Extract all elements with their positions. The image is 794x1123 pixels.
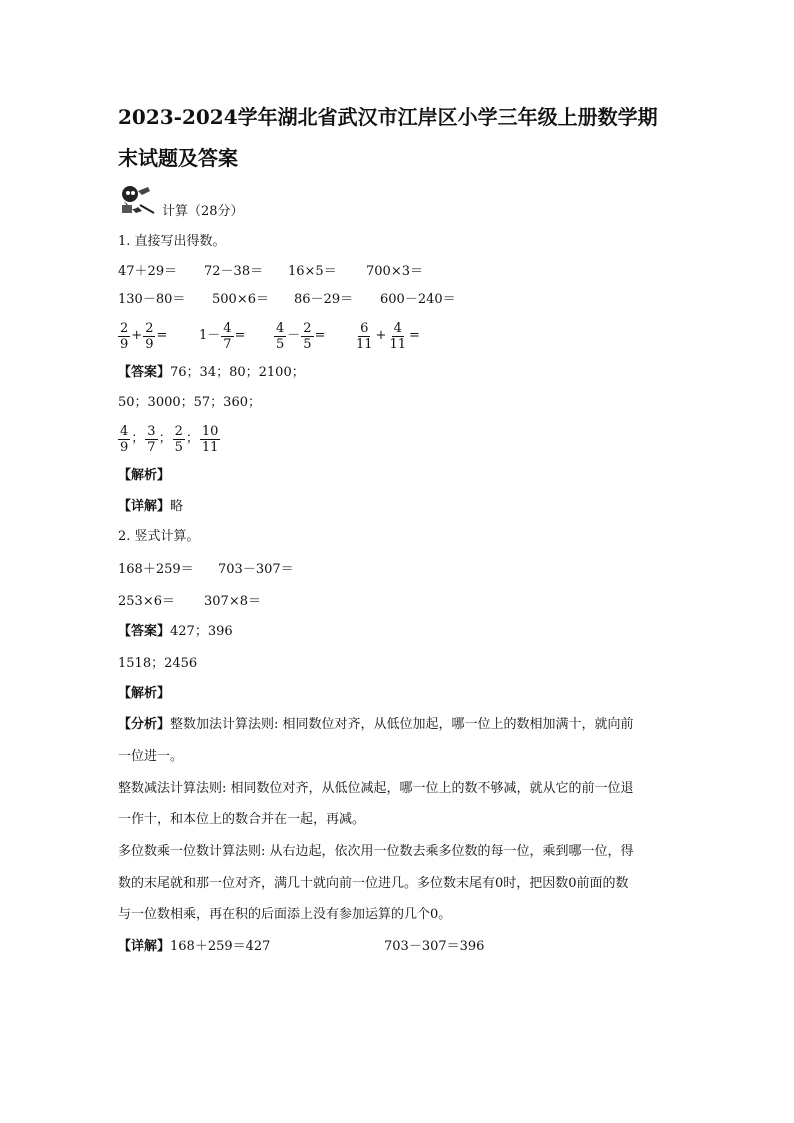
- q2-expr: 307×8＝: [204, 594, 261, 609]
- numerator: 2: [120, 320, 129, 336]
- q1-expr: 700×3＝: [366, 264, 423, 279]
- numerator: 4: [393, 320, 402, 336]
- lead-term: 1－: [199, 328, 221, 343]
- q1-expr: 600－240＝: [380, 292, 456, 307]
- numerator: 2: [174, 423, 183, 439]
- q1-expr: 130－80＝: [118, 292, 186, 307]
- separator: ；: [185, 431, 199, 446]
- q2-answer-line2: 1518；2456: [118, 656, 198, 671]
- denominator: 11: [389, 336, 406, 352]
- q2-analysis-label: 【解析】: [118, 686, 171, 701]
- denominator: 9: [145, 336, 154, 352]
- q1-answer-line2: 50；3000；57；360；: [118, 395, 261, 410]
- q1-expr: 86－29＝: [294, 292, 354, 307]
- equals: =: [314, 328, 326, 343]
- analysis-text: 整数加法计算法则: 相同数位对齐，从低位加起，哪一位上的数相加满十，就向前: [170, 717, 634, 732]
- analysis-head: 【分析】: [118, 717, 171, 732]
- detail-text: 略: [170, 499, 184, 514]
- document-title-line1: 2023-2024学年湖北省武汉市江岸区小学三年级上册数学期: [118, 105, 658, 129]
- numerator: 6: [360, 320, 369, 336]
- numerator: 3: [147, 423, 156, 439]
- fraction-expr-3: [274, 317, 326, 356]
- operator: +: [375, 328, 387, 343]
- numerator: 10: [201, 423, 219, 439]
- numerator: 4: [120, 423, 129, 439]
- q2-analysis-para3b: 数的末尾就和那一位对齐，满几十就向前一位进几。多位数末尾有0时，把因数0前面的数: [118, 876, 629, 891]
- q2-prompt: 2. 竖式计算。: [118, 529, 200, 544]
- numerator: 2: [145, 320, 154, 336]
- numerator: 4: [223, 320, 232, 336]
- detail-label: 【详解】: [118, 499, 171, 514]
- q2-detail: [118, 938, 485, 956]
- answer-label: 【答案】: [118, 365, 171, 380]
- denominator: 11: [356, 336, 373, 352]
- q1-prompt: 1. 直接写出得数。: [118, 234, 226, 249]
- numerator: 2: [303, 320, 312, 336]
- q2-expr: 168＋259＝: [118, 562, 194, 577]
- fraction-expr-1: [118, 317, 168, 356]
- denominator: 9: [120, 439, 129, 455]
- q1-analysis-label: 【解析】: [118, 468, 171, 483]
- answer-text: 427；396: [170, 624, 233, 639]
- equals: =: [156, 328, 168, 343]
- denominator: 7: [147, 439, 156, 455]
- q2-expr: 253×6＝: [118, 594, 175, 609]
- answer-text: 76；34；80；2100；: [170, 365, 305, 380]
- q2-analysis-para1a: [118, 716, 634, 734]
- q1-expr: 500×6＝: [212, 292, 269, 307]
- q2-analysis-para3c: 与一位数相乘，再在积的后面添上没有参加运算的几个0。: [118, 907, 452, 922]
- q2-analysis-para2a: 整数减法计算法则: 相同数位对齐，从低位减起，哪一位上的数不够减，就从它的前一位退: [118, 781, 634, 796]
- fraction-expr-4: [354, 317, 421, 356]
- denominator: 5: [303, 336, 312, 352]
- denominator: 5: [174, 439, 183, 455]
- operator: +: [131, 328, 143, 343]
- operator: －: [287, 328, 301, 343]
- q1-expr: 47＋29＝: [118, 264, 178, 279]
- detail-label: 【详解】: [118, 939, 171, 954]
- document-title-line2: 末试题及答案: [118, 146, 238, 170]
- q2-expr: 703－307＝: [218, 562, 294, 577]
- denominator: 11: [201, 439, 219, 455]
- denominator: 5: [276, 336, 285, 352]
- numerator: 4: [276, 320, 285, 336]
- q1-expr: 16×5＝: [288, 264, 337, 279]
- separator: ；: [131, 431, 145, 446]
- detail-text: 703－307＝396: [384, 939, 485, 954]
- equals: =: [409, 328, 420, 343]
- detail-text: 168＋259＝427: [170, 939, 271, 954]
- section-heading: 计算（28分）: [162, 204, 244, 219]
- equals: =: [234, 328, 246, 343]
- q2-analysis-para2b: 一作十，和本位上的数合并在一起，再减。: [118, 812, 366, 827]
- denominator: 7: [223, 336, 232, 352]
- q2-answer-line1: [118, 623, 233, 641]
- q1-answer-fractions: [118, 420, 220, 458]
- q2-analysis-para3a: 多位数乘一位数计算法则: 从右边起，依次用一位数去乘多位数的每一位，乘到哪一位，得: [118, 844, 634, 859]
- fraction-expr-2: [198, 317, 246, 356]
- denominator: 9: [120, 336, 129, 352]
- q1-expr: 72－38＝: [204, 264, 264, 279]
- answer-label: 【答案】: [118, 624, 171, 639]
- q2-analysis-para1b: 一位进一。: [118, 749, 184, 764]
- mascot-icon: [118, 183, 158, 217]
- q1-detail: [118, 498, 183, 516]
- separator: ；: [158, 431, 172, 446]
- q1-answer-line1: [118, 364, 305, 382]
